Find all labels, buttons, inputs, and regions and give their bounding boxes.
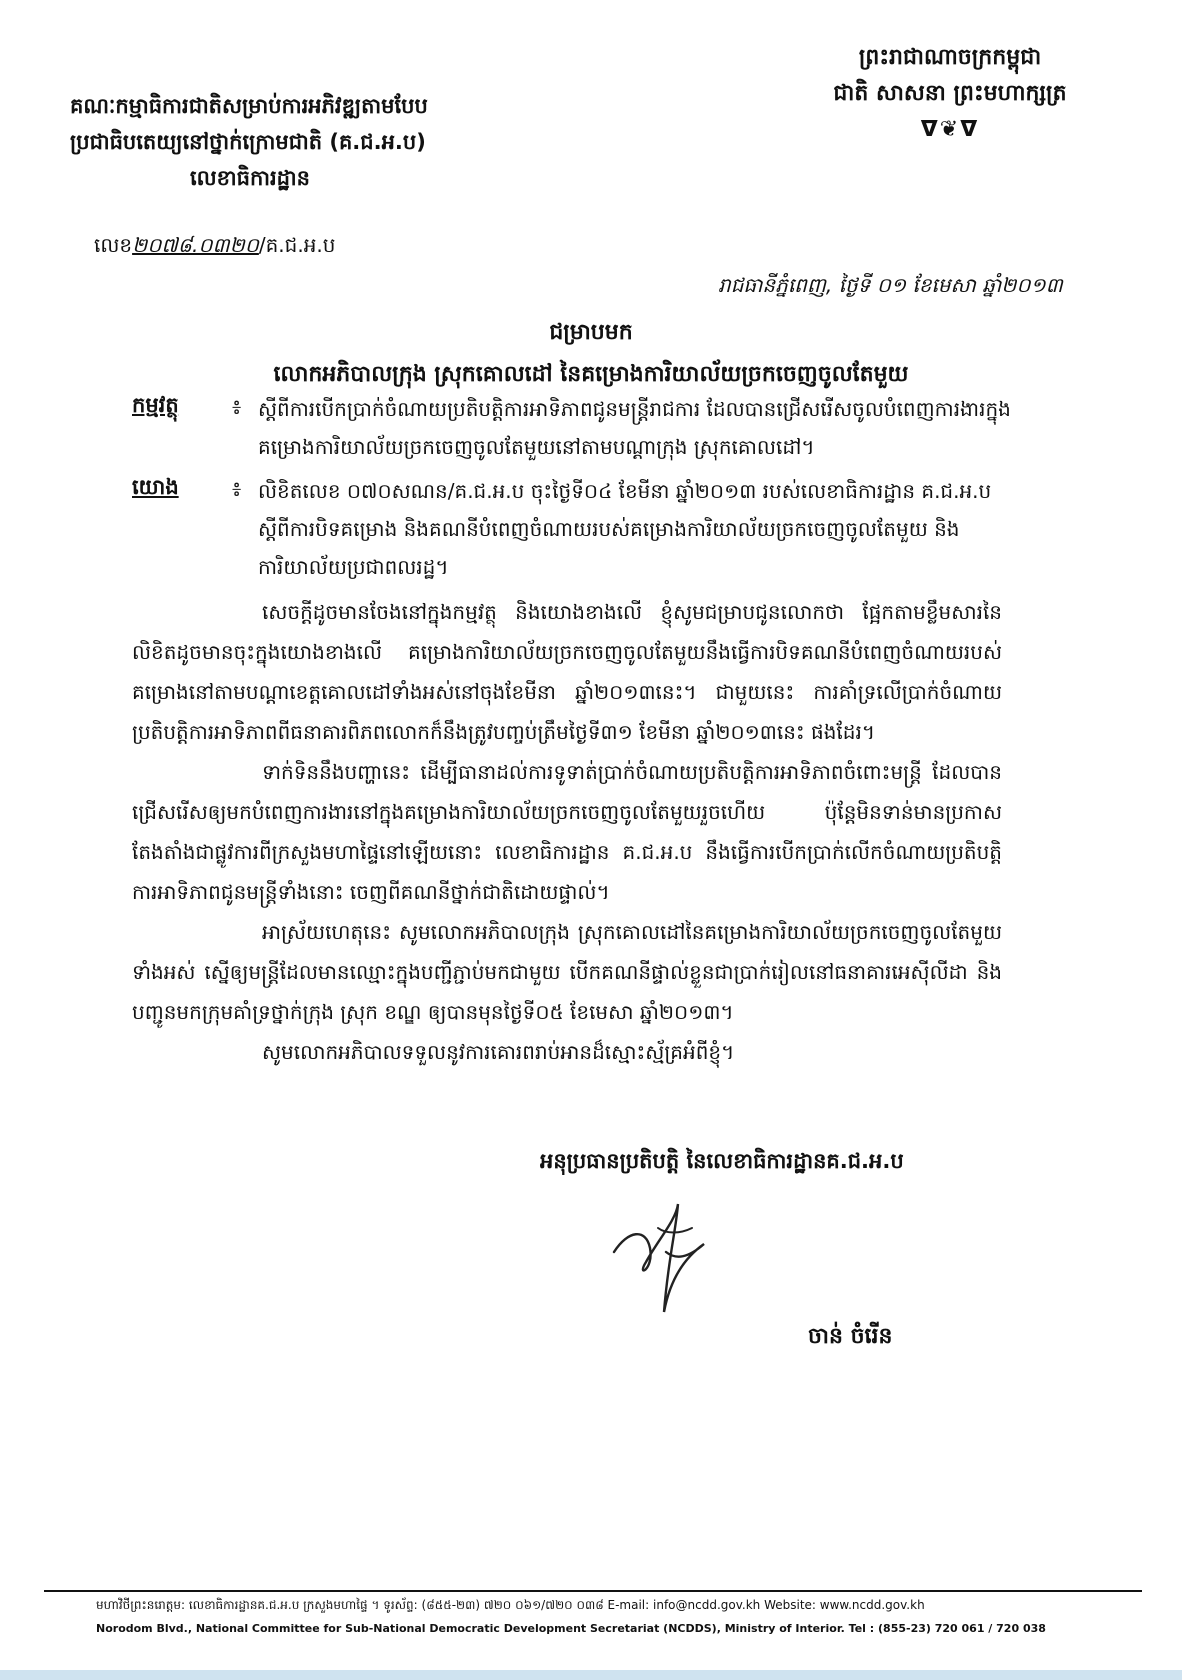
signer-name: ចាន់ ចំរើន [808, 1324, 893, 1349]
subject-colon: ៖ [232, 395, 242, 419]
issuer-line-2: ប្រជាធិបតេយ្យនៅថ្នាក់ក្រោមជាតិ (គ.ជ.អ.ប) [70, 130, 426, 154]
closing-line: សូមលោកអភិបាលទទួលនូវការគោរពរាប់អានដ៏ស្មោះស្ម័គ្រអំពីខ្ញុំ។ [262, 1040, 735, 1064]
body-paragraph-2: ទាក់ទិននឹងបញ្ហានេះ ដើម្បីធានាដល់ការទូទាត់ប្រាក់ចំណាយប្រតិបត្តិការអាទិភាពចំពោះមន្ត្រី ដែលបានជ្រើសរើសឲ្យមកបំពេញការងារនៅក្នុងគម្រោងការិយាល័យច្រកចេញចូលតែមួយរួចហើយ ប៉ុន្តែមិនទាន់មានប្រកាសតែងតាំងជាផ្លូវការពីក្រសួងមហាផ្ទៃនៅឡើយនោះ លេខាធិការដ្ឋាន គ.ជ.អ.ប នឹងធ្វើការបើកប្រាក់លើកចំណាយប្រតិបត្តិការអាទិភាពជូនមន្ត្រីទាំងនោះ ចេញពីគណនីថ្នាក់ជាតិដោយផ្ទាល់។ [132, 760, 1002, 904]
kingdom-header [770, 40, 1130, 148]
handwritten-signature [606, 1200, 716, 1320]
issuer-line-1: គណៈកម្មាធិការជាតិសម្រាប់ការអភិវឌ្ឍតាមបែប [70, 94, 428, 118]
reference-label: យោង [132, 475, 179, 499]
ref-handwritten: ២០៧៨.០៣២០ [132, 233, 259, 257]
ref-suffix: /គ.ជ.អ.ប [258, 233, 336, 257]
subject-text: ស្ដីពីការបើកប្រាក់ចំណាយប្រតិបត្តិការអាទិភាពជូនមន្ត្រីរាជការ ដែលបានជ្រើសរើសចូលបំពេញការងារក្នុងគម្រោងការិយាល័យច្រកចេញចូលតែមួយនៅតាមបណ្ដាក្រុង ស្រុកគោលដៅ។ [258, 397, 1011, 459]
footer-address-khmer: មហាវិថីព្រះនរោត្តម: លេខាធិការដ្ឋានគ.ជ.អ.ប ក្រសួងមហាផ្ទៃ ។ ទូរស័ព្ទ: (៨៥៥-២៣) ៧២០ ០៦១/៧២០ ០៣៨ E-mail: info@ncdd.gov.kh Website: www.ncdd.gov.kh [96, 1598, 925, 1612]
addressee-label: ជម្រាបមក [549, 320, 633, 345]
issuer-block [70, 88, 530, 196]
footer-address-english: Norodom Blvd., National Committee for Sub-National Democratic Development Secretariat (NCDDS), Ministry of Interior. Tel : (855-23) 720 061 / 720 038 [96, 1622, 1046, 1635]
place-and-date: រាជធានីភ្នំពេញ, ថ្ងៃទី ០១ ខែមេសា ឆ្នាំ២០១៣ [718, 273, 1063, 297]
reference-text: លិខិតលេខ ០៧០សណន/គ.ជ.អ.ប ចុះថ្ងៃទី០៤ ខែមីនា ឆ្នាំ២០១៣ របស់លេខាធិការដ្ឋាន គ.ជ.អ.ប ស្ដីពីការបិទគម្រោង និងគណនីបំពេញចំណាយរបស់គម្រោងការិយាល័យច្រកចេញចូលតែមួយ និងការិយាល័យប្រជាពលរដ្ឋ។ [258, 479, 992, 579]
ornament-divider: ᐁ❦ᐁ [920, 117, 980, 142]
kingdom-motto: ជាតិ សាសនា ព្រះមហាក្សត្រ [833, 81, 1067, 106]
body-paragraph-1: សេចក្ដីដូចមានចែងនៅក្នុងកម្មវត្ថុ និងយោងខាងលើ ខ្ញុំសូមជម្រាបជូនលោកថា ផ្អែកតាមខ្លឹមសារនៃលិខិតដូចមានចុះក្នុងយោងខាងលើ គម្រោងការិយាល័យច្រកចេញចូលតែមួយនឹងធ្វើការបិទគណនីបំពេញចំណាយរបស់គម្រោងនៅតាមបណ្ដាខេត្តគោលដៅទាំងអស់នៅចុងខែមីនា ឆ្នាំ២០១៣នេះ។ ជាមួយនេះ ការគាំទ្រលើប្រាក់ចំណាយប្រតិបត្តិការអាទិភាពពីធនាគារពិភពលោកក៏នឹងត្រូវបញ្ចប់ត្រឹមថ្ងៃទី៣១ ខែមីនា ឆ្នាំ២០១៣នេះ ផងដែរ។ [132, 600, 1002, 744]
secretariat-title: លេខាធិការដ្ឋាន [190, 166, 310, 190]
ref-prefix: លេខ [94, 233, 133, 257]
reference-number [94, 232, 335, 262]
scan-edge-strip [0, 1670, 1182, 1680]
body-paragraph-3: អាស្រ័យហេតុនេះ សូមលោកអភិបាលក្រុង ស្រុកគោលដៅនៃគម្រោងការិយាល័យច្រកចេញចូលតែមួយទាំងអស់ ស្នើឲ្យមន្ត្រីដែលមានឈ្មោះក្នុងបញ្ជីភ្ជាប់មកជាមួយ បើកគណនីផ្ទាល់ខ្លួនជាប្រាក់រៀលនៅធនាគារអេស៊ីលីដា និងបញ្ជូនមកក្រុមគាំទ្រថ្នាក់ក្រុង ស្រុក ខណ្ឌ ឲ្យបានមុនថ្ងៃទី០៥ ខែមេសា ឆ្នាំ២០១៣។ [132, 920, 1002, 1024]
addressee-target: លោកអភិបាលក្រុង ស្រុកគោលដៅ នៃគម្រោងការិយាល័យច្រកចេញចូលតែមួយ [273, 362, 909, 387]
subject-label: កម្មវត្ថុ [132, 393, 179, 417]
reference-colon: ៖ [232, 477, 242, 501]
kingdom-title: ព្រះរាជាណាចក្រកម្ពុជា [858, 45, 1042, 70]
footer-divider [44, 1590, 1142, 1592]
signer-title: អនុប្រធានប្រតិបត្តិ នៃលេខាធិការដ្ឋានគ.ជ.អ.ប [540, 1149, 904, 1173]
